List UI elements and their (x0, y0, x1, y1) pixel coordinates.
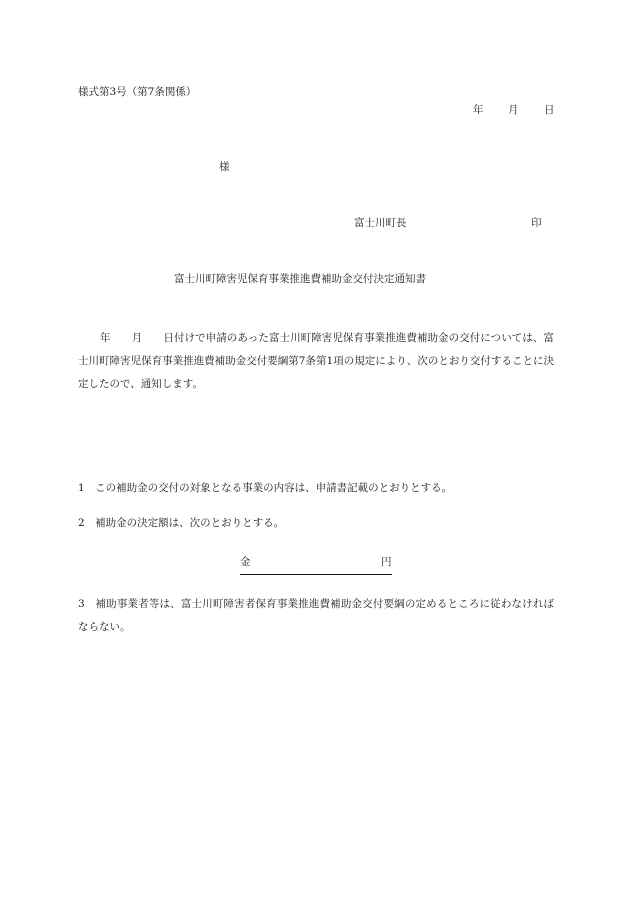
date-day: 日 (544, 104, 555, 116)
amount-unit: 円 (381, 556, 392, 568)
document-title: 富士川町障害児保育事業推進費補助金交付決定通知書 (174, 273, 426, 285)
body-paragraph: 年 月 日付けで申請のあった富士川町障害児保育事業推進費補助金の交付については、富士川町障害児保育事業推進費補助金交付要綱第7条第1項の規定により、次のとおり交付することに決定したので、通知します。 (78, 332, 554, 390)
date-month: 月 (508, 104, 519, 116)
item-1: 1 この補助金の交付の対象となる事業の内容は、申請書記載のとおりとする。 (78, 482, 453, 494)
item-3: 3 補助事業者等は、富士川町障害者保育事業推進費補助金交付要綱の定めるところに従わなければならない。 (78, 598, 554, 633)
form-label: 様式第3号（第7条関係） (78, 86, 197, 98)
date-year: 年 (473, 104, 484, 116)
issuer-seal: 印 (531, 217, 542, 229)
issuer-name: 富士川町長 (354, 217, 407, 229)
addressee-suffix: 様 (219, 161, 230, 173)
amount-prefix: 金 (240, 556, 251, 568)
item-2: 2 補助金の決定額は、次のとおりとする。 (78, 517, 285, 529)
amount-underline (240, 559, 392, 575)
